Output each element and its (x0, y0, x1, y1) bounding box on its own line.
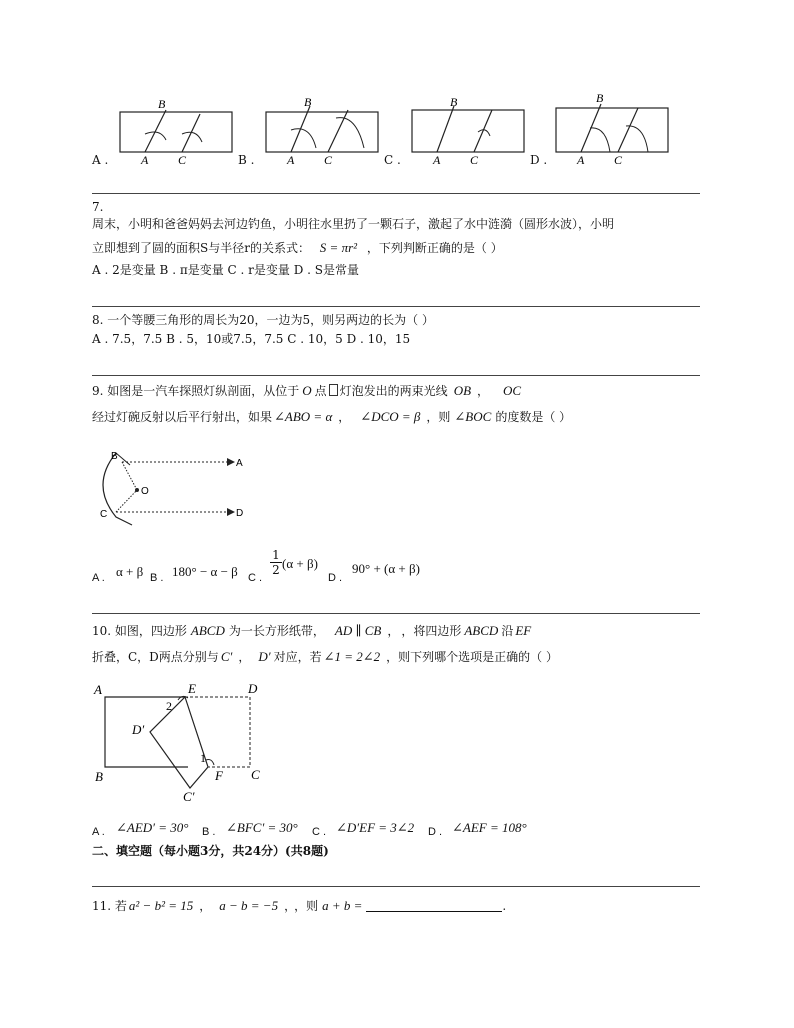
q9-abo: ∠ABO = α (274, 409, 333, 424)
section-2-heading: 二、填空题（每小题3分，共24分）(共8题) (92, 844, 329, 858)
q9-line2-pre: 经过灯碗反射以后平行射出，如果 (92, 410, 273, 424)
q9-dco: ∠DCO = β (360, 409, 421, 424)
q10-fig-label-dp: D′ (132, 722, 145, 737)
q9-option-b-label[interactable]: B . (150, 572, 164, 584)
q6c-label-c: C (470, 153, 479, 167)
q6-figure-c (402, 90, 527, 170)
q10-line1-pre: 10. 如图，四边形 (92, 624, 187, 638)
q9-missing-glyph (329, 384, 338, 396)
q7-line1: 周末，小明和爸爸妈妈去河边钓鱼，小明往水里扔了一颗石子，激起了水中涟漪（圆形水波），小明 (92, 217, 615, 231)
q10-cp: C′ (220, 649, 233, 664)
q11-eq1: a² − b² = 15 (128, 898, 194, 913)
q9-figure (96, 445, 256, 530)
q10-fig-label-b: B (95, 769, 103, 784)
q9-fig-label-o: O (141, 486, 149, 497)
divider-q11 (92, 886, 700, 887)
q10-abcd: ABCD (190, 623, 225, 638)
q10-line2-mid: 对应，若 (273, 650, 322, 664)
q11-ask: a + b = (322, 898, 363, 913)
q10-fig-label-e: E (188, 681, 196, 696)
q11-ze: ，则 (294, 899, 319, 913)
q10-option-a-expr[interactable]: ∠AED′ = 30° (116, 820, 189, 835)
q10-option-b-expr[interactable]: ∠BFC′ = 30° (226, 820, 298, 835)
q9-line1-post: 灯泡发出的两束光线 (339, 384, 448, 398)
q10-option-d-label[interactable]: D . (428, 826, 443, 838)
q10-abcd2: ABCD (464, 623, 499, 638)
q10-fig-label-c: C (251, 767, 260, 782)
q10-line1-along: 沿 (501, 624, 514, 638)
q10-sep2: ， (238, 650, 251, 664)
q10-line2-pre: 折叠，C，D两点分别与 (92, 650, 219, 664)
q10-option-a-label[interactable]: A . (92, 826, 105, 838)
q6a-label-b: B (158, 97, 166, 111)
q9-o-var: O (302, 383, 312, 398)
q7-number: 7. (92, 200, 104, 214)
q6b-label-a: A (287, 153, 295, 167)
q10-option-c-expr[interactable]: ∠D′EF = 3∠2 (336, 820, 415, 835)
divider-q8 (92, 306, 700, 307)
q10-fig-label-a: A (94, 682, 102, 697)
q10-fig-label-d: D (248, 681, 258, 696)
q9-option-d-expr[interactable]: 90° + (α + β) (352, 561, 420, 576)
q11-eq2: a − b = −5 (219, 898, 279, 913)
q11-sep2: ， (284, 899, 291, 913)
q6-options (0, 90, 794, 170)
q9-comma: ， (477, 384, 490, 398)
q6-option-c-label[interactable]: C . (384, 153, 401, 167)
q9-sep: ， (338, 410, 351, 424)
q6-option-d-label[interactable]: D . (530, 153, 548, 167)
q9-option-d-label[interactable]: D . (328, 572, 343, 584)
q6d-label-b: B (596, 91, 604, 105)
q6-figure-b (256, 90, 381, 170)
q10-line1-mid2: ，将四边形 (401, 624, 462, 638)
q7-formula: S = πr² (319, 240, 358, 255)
q9-option-b-expr[interactable]: 180° − α − β (172, 564, 238, 579)
q9-option-c-fraction[interactable] (270, 548, 282, 577)
q10-options (92, 820, 692, 840)
q10-line1-mid: 为一长方形纸带， (228, 624, 325, 638)
q6-figure-d (546, 90, 671, 170)
q6d-label-a: A (577, 153, 585, 167)
q9-line2 (92, 409, 571, 425)
q9-line2-ze: ，则 (426, 410, 451, 424)
q7-answers[interactable]: A . 2是变量 B . π是变量 C . r是变量 D . S是常量 (92, 263, 359, 277)
q6-option-b-label[interactable]: B . (238, 153, 255, 167)
q9-options (92, 548, 692, 584)
q7-line2 (92, 240, 503, 256)
q7-line2-pre: 立即想到了圆的面积S与半径r的关系式： (92, 241, 310, 255)
q9-line1-mid: 点 (314, 384, 327, 398)
q6b-label-b: B (304, 95, 312, 109)
q6a-label-a: A (141, 153, 149, 167)
q6b-label-c: C (324, 153, 333, 167)
q10-fig-label-1: 1 (200, 751, 206, 765)
q9-line2-post: 的度数是（ ） (495, 410, 572, 424)
q10-cond: ∠1 = 2∠2 (323, 649, 381, 664)
divider-q9 (92, 375, 700, 376)
q11-line (92, 898, 506, 914)
q10-figure (90, 680, 270, 802)
q10-option-b-label[interactable]: B . (202, 826, 216, 838)
q9-option-c-den: 2 (272, 563, 280, 577)
q10-sep1: ， (387, 624, 394, 638)
q9-boc: ∠BOC (454, 409, 492, 424)
q10-option-c-label[interactable]: C . (312, 826, 327, 838)
q9-fig-label-b: B (111, 451, 118, 462)
q9-option-c-expr[interactable]: (α + β) (282, 556, 318, 571)
q10-fig-label-cp: C′ (183, 789, 195, 802)
q11-end: . (502, 899, 507, 913)
q9-line1 (92, 383, 521, 399)
q6a-label-c: C (178, 153, 187, 167)
q9-option-c-num: 1 (270, 548, 282, 563)
q10-fig-label-2: 2 (166, 699, 172, 713)
q10-ef: EF (515, 623, 532, 638)
q10-line1 (92, 623, 531, 639)
q9-fig-label-c: C (100, 509, 108, 520)
q9-option-a-label[interactable]: A . (92, 572, 105, 584)
q6c-label-a: A (433, 153, 441, 167)
q9-option-c-label[interactable]: C . (248, 572, 263, 584)
q11-sep1: ， (199, 899, 212, 913)
divider-q7 (92, 193, 700, 194)
q7-line2-post: ，下列判断正确的是（ ） (366, 241, 503, 255)
q8-stem: 8. 一个等腰三角形的周长为20，一边为5，则另两边的长为（ ） (92, 313, 434, 327)
q9-fig-label-d: D (236, 508, 244, 519)
q6-figure-a (110, 90, 235, 170)
q10-adcb: AD ∥ CB (334, 623, 382, 638)
q9-fig-label-a: A (236, 458, 243, 469)
q8-answers[interactable]: A . 7.5，7.5 B . 5，10或7.5，7.5 C . 10，5 D . 10，15 (92, 332, 411, 346)
q11-pre: 11. 若 (92, 899, 127, 913)
q6c-label-b: B (450, 95, 458, 109)
q9-oc: OC (503, 383, 522, 398)
q9-line1-pre: 9. 如图是一汽车探照灯纵剖面，从位于 (92, 384, 300, 398)
q10-fig-label-f: F (215, 768, 223, 783)
q11-answer-blank[interactable] (366, 899, 502, 912)
q6d-label-c: C (614, 153, 623, 167)
q9-ob: OB (453, 383, 472, 398)
divider-q10 (92, 613, 700, 614)
q10-line2 (92, 649, 558, 665)
q10-dp: D′ (258, 649, 271, 664)
q10-line2-post: ，则下列哪个选项是正确的（ ） (386, 650, 558, 664)
q10-option-d-expr[interactable]: ∠AEF = 108° (452, 820, 527, 835)
q6-option-a-label[interactable]: A . (92, 153, 109, 167)
q9-option-a-expr[interactable]: α + β (116, 564, 144, 579)
